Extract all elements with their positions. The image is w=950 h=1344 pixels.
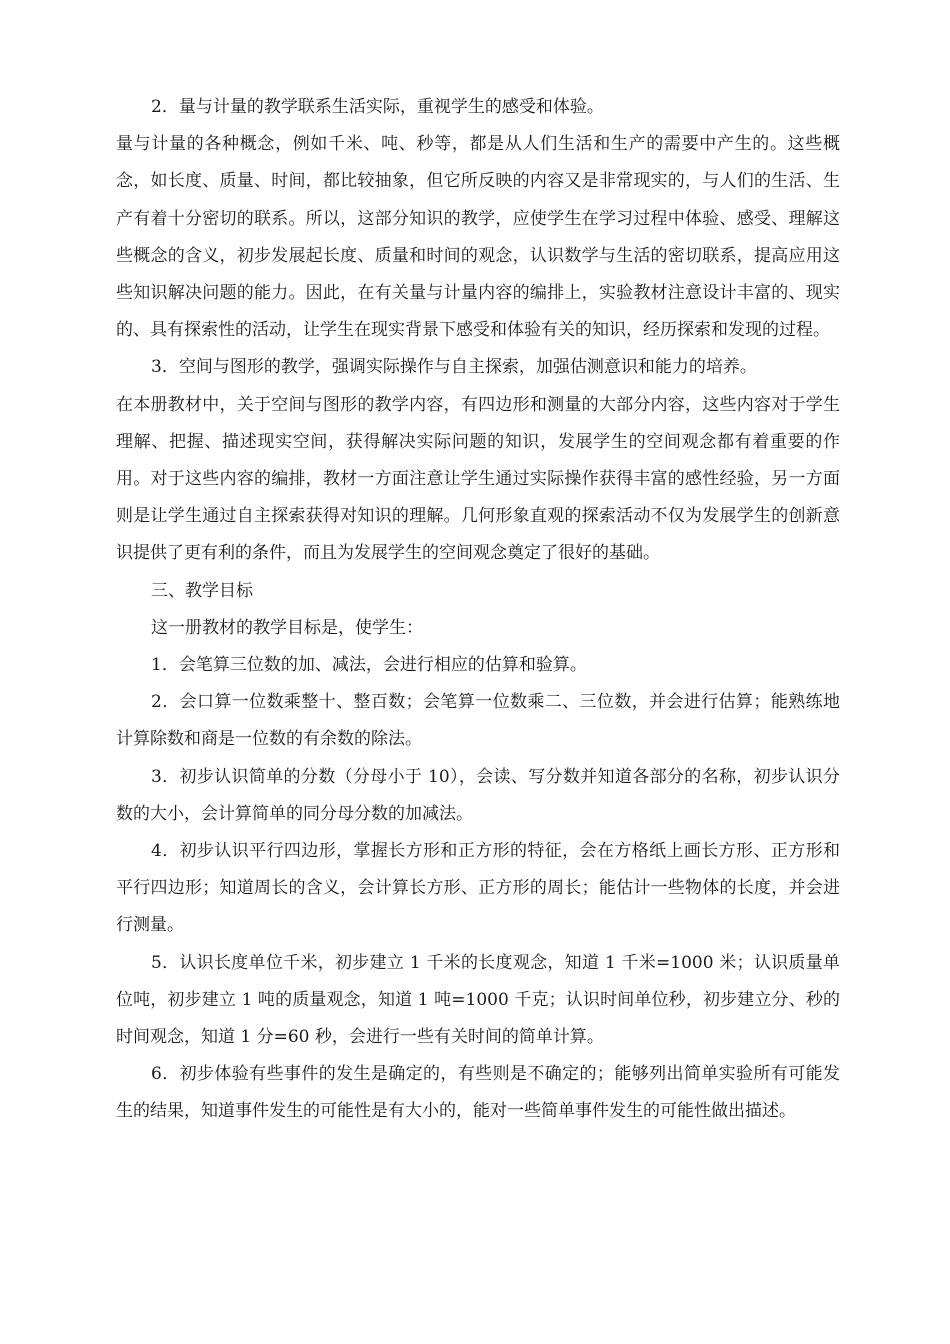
goal-item: 3．初步认识简单的分数（分母小于 10），会读、写分数并知道各部分的名称，初步认识分数的大小，会计算简单的同分母分数的加减法。 — [116, 766, 840, 824]
goal-item: 4．初步认识平行四边形，掌握长方形和正方形的特征，会在方格纸上画长方形、正方形和平行四边形；知道周长的含义，会计算长方形、正方形的周长；能估计一些物体的长度，并会进行测量。 — [116, 841, 840, 936]
goal-item: 1．会笔算三位数的加、减法，会进行相应的估算和验算。 — [151, 655, 587, 676]
section-title: 三、教学目标 — [151, 580, 253, 601]
document-body — [116, 89, 840, 1131]
paragraph-heading: 3．空间与图形的教学，强调实际操作与自主探索，加强估测意识和能力的培养。 — [151, 357, 757, 378]
goal-item: 6．初步体验有些事件的发生是确定的，有些则是不确定的；能够列出简单实验所有可能发生的结果，知道事件发生的可能性是有大小的，能对一些简单事件发生的可能性做出描述。 — [116, 1064, 840, 1122]
paragraph-heading: 2．量与计量的教学联系生活实际，重视学生的感受和体验。 — [151, 97, 604, 117]
goal-item: 5．认识长度单位千米，初步建立 1 千米的长度观念，知道 1 千米=1000 米；认识质量单位吨，初步建立 1 吨的质量观念，知道 1 吨=1000 千克；认识时间单位秒，初步建立分、秒的时间观念，知道 1 分=60 秒，会进行一些有关时间的简单计算。 — [116, 952, 840, 1048]
goals-intro: 这一册教材的教学目标是，使学生： — [151, 617, 423, 638]
goal-item: 2．会口算一位数乘整十、整百数；会笔算一位数乘二、三位数，并会进行估算；能熟练地计算除数和商是一位数的有余数的除法。 — [116, 692, 840, 750]
paragraph-text: 在本册教材中，关于空间与图形的教学内容，有四边形和测量的大部分内容，这些内容对于学生理解、把握、描述现实空间，获得解决实际问题的知识，发展学生的空间观念都有着重要的作用。对于这些内容的编排，教材一方面注意让学生通过实际操作获得丰富的感性经验，另一方面则是让学生通过自主探索获得对知识的理解。几何形象直观的探索活动不仅为发展学生的创新意识提供了更有利的条件，而且为发展学生的空间观念奠定了很好的基础。 — [116, 394, 840, 564]
paragraph-text: 量与计量的各种概念，例如千米、吨、秒等，都是从人们生活和生产的需要中产生的。这些概念，如长度、质量、时间，都比较抽象，但它所反映的内容又是非常现实的，与人们的生活、生产有着十分密切的联系。所以，这部分知识的教学，应使学生在学习过程中体验、感受、理解这些概念的含义，初步发展起长度、质量和时间的观念，认识数学与生活的密切联系，提高应用这些知识解决问题的能力。因此，在有关量与计量内容的编排上，实验教材注意设计丰富的、现实的、具有探索性的活动，让学生在现实背景下感受和体验有关的知识，经历探索和发现的过程。 — [116, 134, 840, 341]
